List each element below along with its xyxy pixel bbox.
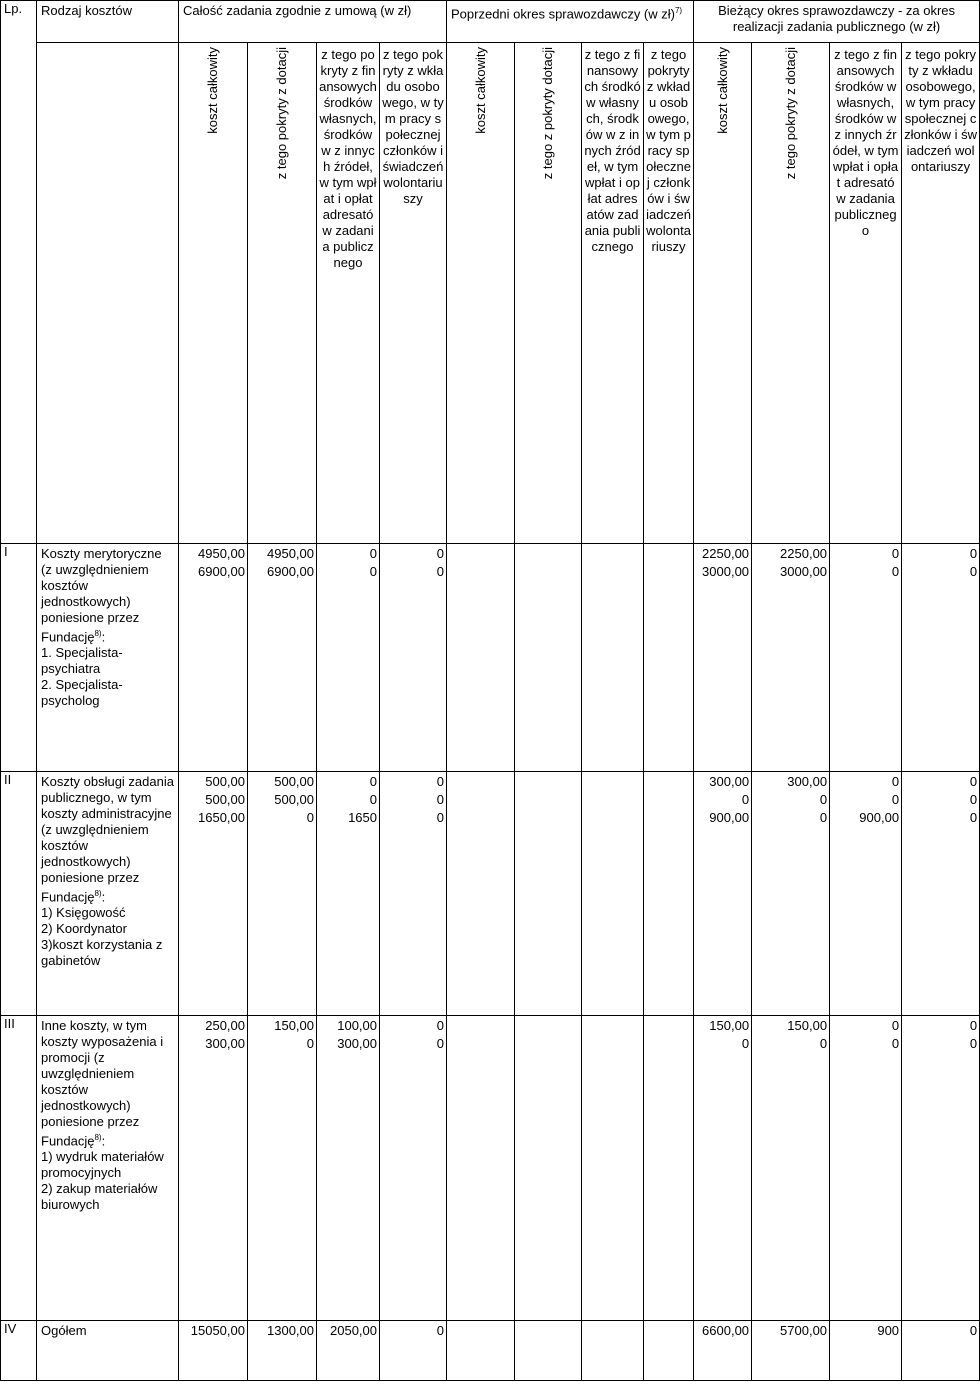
cell-empty: [515, 772, 582, 1016]
cell-empty: [447, 772, 515, 1016]
row-name: Inne koszty, w tym koszty wyposażenia i promocji (z uwzględnieniem kosztów jednostkowych) poniesione przez Fundację$^{8)}$: 1) wydruk materiałów promocyjnych 2) zakup materiałów biurowych: [37, 1016, 179, 1321]
cell-value: 0: [891, 1018, 900, 1033]
group2-title: Poprzedni okres sprawozdawczy (w zł): [451, 6, 675, 22]
cell-value: 1650,00: [198, 810, 245, 825]
g3-dot-header: [752, 43, 830, 544]
cell-value: 500,00: [205, 792, 245, 807]
cell-value: 2250,00: [780, 546, 828, 561]
cell-value: 0: [369, 792, 377, 807]
cell-value: 6900,00: [198, 564, 245, 579]
g2-dot-label: z tego z pokryty dotacji: [540, 47, 556, 180]
cell-value: 0: [369, 774, 377, 789]
cell-g1-wl: [317, 772, 380, 1016]
row-title: Inne koszty, w tym koszty wyposażenia i promocji (z uwzględnieniem kosztów jednostkowych) poniesione przez Fundację: [41, 1018, 164, 1149]
g3-total-header: [694, 43, 752, 544]
row-title: Koszty obsługi zadania publicznego, w tym koszty administracyjne (z uwzględnieniem kosztów jednostkowych) poniesione przez Fundację: [41, 774, 174, 905]
cell-value: 1650: [348, 810, 377, 825]
cell-value: 4950,00: [198, 546, 245, 561]
group1-title: Całość zadania zgodnie z umową (w zł): [183, 3, 412, 18]
cell-value: 0: [969, 792, 978, 807]
cell-value: 0: [969, 1036, 978, 1051]
cell-g3-wl: [830, 1016, 902, 1321]
cell-empty: [644, 1016, 694, 1321]
group2-header: [447, 1, 694, 43]
cell-value: 0: [741, 1036, 750, 1051]
cell-g1-wk: [380, 1016, 447, 1321]
cell-g1-total: [179, 772, 248, 1016]
cell-value: 900,00: [859, 810, 900, 825]
cell-g3-total: [694, 544, 752, 772]
cell-value: 0: [436, 774, 445, 789]
cell-g3-total: [694, 1321, 752, 1381]
cell-g1-total: [179, 1016, 248, 1321]
cell-value: 0: [891, 546, 900, 561]
row-item: 1. Specjalista-psychiatra: [41, 645, 123, 677]
cell-value: 0: [969, 810, 978, 825]
header-row-groups: [1, 1, 980, 43]
g2-total-label: koszt całkowity: [472, 47, 488, 134]
row-lp: I: [1, 544, 37, 772]
cell-value: 0: [891, 774, 900, 789]
cell-g1-dot: [248, 544, 317, 772]
cell-g1-dot: [248, 1321, 317, 1381]
cell-value: 500,00: [274, 774, 314, 789]
cell-value: 2050,00: [330, 1323, 377, 1338]
cell-g1-dot: [248, 1016, 317, 1321]
cell-empty: [447, 1016, 515, 1321]
row-lp: II: [1, 772, 37, 1016]
g1-dot-label: z tego pokryty z dotacji: [274, 47, 289, 180]
cell-empty: [582, 772, 644, 1016]
cell-value: 0: [436, 792, 445, 807]
g1-total-header: [179, 43, 248, 544]
g1-wl-header: z tego pokryty z finansowych środków własnych, środków w z innych źródeł, w tym wpłat i opłat adresatów zadania publicznego: [317, 43, 380, 544]
cell-g3-wk: [902, 544, 980, 772]
cell-value: 3000,00: [702, 564, 750, 579]
cell-value: 0: [891, 1036, 900, 1051]
cell-value: 0: [436, 1323, 445, 1338]
cell-g3-wl: [830, 1321, 902, 1381]
cell-empty: [644, 1321, 694, 1381]
row-item: 2. Specjalista-psycholog: [41, 677, 123, 709]
g2-wl-header: z tego z finansowych środków własnych, środków w z innych źródeł, w tym wpłat i opłat adresatów zadania publicznego: [582, 43, 644, 544]
cell-value: 0: [306, 1036, 314, 1051]
cell-value: 500,00: [205, 774, 245, 789]
g3-total-label: koszt całkowity: [714, 47, 730, 134]
cell-value: 150,00: [274, 1018, 314, 1033]
row-name: [37, 1321, 179, 1381]
cell-empty: [515, 544, 582, 772]
cell-value: 4950,00: [267, 546, 314, 561]
table-row: [1, 544, 980, 772]
cell-g3-dot: [752, 1016, 830, 1321]
cell-value: 3000,00: [780, 564, 828, 579]
cell-value: 0: [969, 774, 978, 789]
cell-g3-wk: [902, 772, 980, 1016]
cell-empty: [515, 1321, 582, 1381]
table-row: [1, 1321, 980, 1381]
cell-value: 0: [819, 1036, 828, 1051]
rodzaj-header: Rodzaj kosztów: [37, 1, 179, 43]
cell-empty: [644, 772, 694, 1016]
cell-value: 500,00: [274, 792, 314, 807]
g3-wl-header: z tego z finansowych środków w własnych, środków w z innych źródeł, w tym wpłat i opłat adresatów zadania publicznego: [830, 43, 902, 544]
cell-g3-dot: [752, 772, 830, 1016]
cell-value: 0: [436, 564, 445, 579]
row-sup: 8): [94, 629, 102, 638]
table-row: [1, 1016, 980, 1321]
cell-empty: [582, 1321, 644, 1381]
cell-value: 300,00: [337, 1036, 377, 1051]
cell-value: 300,00: [787, 774, 828, 789]
g2-total-header: [447, 43, 515, 544]
cell-value: 250,00: [205, 1018, 245, 1033]
row-sup: 8): [94, 1133, 102, 1142]
cell-value: 0: [369, 564, 377, 579]
row-item: 3)koszt korzystania z gabinetów: [41, 937, 163, 969]
cell-empty: [447, 1321, 515, 1381]
cell-value: 0: [306, 810, 314, 825]
cell-value: 0: [969, 546, 978, 561]
cell-value: 300,00: [709, 774, 750, 789]
cell-empty: [644, 544, 694, 772]
cell-g3-dot: [752, 544, 830, 772]
cell-value: 0: [436, 546, 445, 561]
cell-value: 0: [741, 792, 750, 807]
cell-g1-wk: [380, 1321, 447, 1381]
cell-value: 0: [436, 1018, 445, 1033]
row-name: Koszty merytoryczne (z uwzględnieniem kosztów jednostkowych) poniesione przez Fundację$^{8)}$: 1. Specjalista-psychiatra 2. Specjalista-psycholog: [37, 544, 179, 772]
cell-g3-dot: [752, 1321, 830, 1381]
header-row-subcols: [1, 43, 980, 544]
g3-wk-header: z tego pokryty z wkładu osobowego, w tym pracy społecznej członków i świadczeń wolontariuszy: [902, 43, 980, 544]
cell-value: 0: [436, 1036, 445, 1051]
cell-value: 100,00: [337, 1018, 377, 1033]
cell-g3-wl: [830, 772, 902, 1016]
cell-empty: [582, 1016, 644, 1321]
cell-g3-total: [694, 772, 752, 1016]
cell-value: 900,00: [709, 810, 750, 825]
g2-wk-header: z tego pokryty z wkładu osobowego, w tym pracy społecznej członków i świadczeń wolontariuszy: [644, 43, 694, 544]
row-item: 2) Koordynator: [41, 921, 127, 937]
group3-header: [694, 1, 980, 43]
cell-value: 6600,00: [702, 1323, 750, 1338]
cell-g1-wl: [317, 1016, 380, 1321]
cell-value: 300,00: [205, 1036, 245, 1051]
g1-wk-header: z tego pokryty z wkładu osobowego, w tym pracy społecznej członków i świadczeń wolontariuszy: [380, 43, 447, 544]
g1-dot-header: [248, 43, 317, 544]
cell-g1-total: [179, 544, 248, 772]
table-body: [1, 544, 980, 1381]
cell-value: 150,00: [787, 1018, 828, 1033]
cell-value: 0: [969, 1323, 978, 1338]
table-row: [1, 772, 980, 1016]
row-sup: 8): [94, 889, 102, 898]
row-title: Koszty merytoryczne (z uwzględnieniem kosztów jednostkowych) poniesione przez Fundację: [41, 546, 162, 645]
cell-value: 0: [969, 1018, 978, 1033]
cell-g1-wl: [317, 1321, 380, 1381]
cell-value: 2250,00: [702, 546, 750, 561]
cell-g1-wl: [317, 544, 380, 772]
g1-total-label: koszt całkowity: [205, 47, 220, 134]
row-title: Ogółem: [41, 1323, 87, 1338]
rodzaj-header-blank: [37, 43, 179, 544]
cell-value: 15050,00: [190, 1323, 245, 1338]
g3-dot-label: z tego pokryty z dotacji: [782, 47, 798, 180]
cell-value: 5700,00: [780, 1323, 828, 1338]
cell-value: 1300,00: [267, 1323, 314, 1338]
row-item: 1) Księgowość: [41, 905, 126, 921]
row-name: Koszty obsługi zadania publicznego, w tym koszty administracyjne (z uwzględnieniem kosztów jednostkowych) poniesione przez Fundację$^{8)}$: 1) Księgowość 2) Koordynator 3)koszt korzystania z gabinetów: [37, 772, 179, 1016]
cell-value: 0: [969, 564, 978, 579]
cell-g3-wk: [902, 1321, 980, 1381]
g2-dot-header: [515, 43, 582, 544]
cell-empty: [515, 1016, 582, 1321]
cell-value: 0: [819, 792, 828, 807]
cell-g1-dot: [248, 772, 317, 1016]
cell-g3-total: [694, 1016, 752, 1321]
row-item: 2) zakup materiałów biurowych: [41, 1181, 158, 1213]
cell-g1-total: [179, 1321, 248, 1381]
cell-g1-wk: [380, 772, 447, 1016]
row-lp: IV: [1, 1321, 37, 1381]
row-item: 1) wydruk materiałów promocyjnych: [41, 1149, 164, 1181]
cell-value: 6900,00: [267, 564, 314, 579]
cell-value: 0: [436, 810, 445, 825]
cell-g1-wk: [380, 544, 447, 772]
group3-title: Bieżący okres sprawozdawczy - za okres realizacji zadania publicznego (w zł): [718, 3, 956, 34]
group2-sup: 7): [674, 6, 683, 15]
group1-header: [179, 1, 447, 43]
cell-value: 0: [819, 810, 828, 825]
cell-empty: [447, 544, 515, 772]
cell-value: 150,00: [709, 1018, 750, 1033]
lp-header: Lp.: [1, 1, 37, 544]
cell-g3-wk: [902, 1016, 980, 1321]
cell-value: 0: [369, 546, 377, 561]
cell-value: 900: [877, 1323, 900, 1338]
row-lp: III: [1, 1016, 37, 1321]
cell-value: 0: [891, 792, 900, 807]
cell-value: 0: [891, 564, 900, 579]
cell-empty: [582, 544, 644, 772]
cell-g3-wl: [830, 544, 902, 772]
